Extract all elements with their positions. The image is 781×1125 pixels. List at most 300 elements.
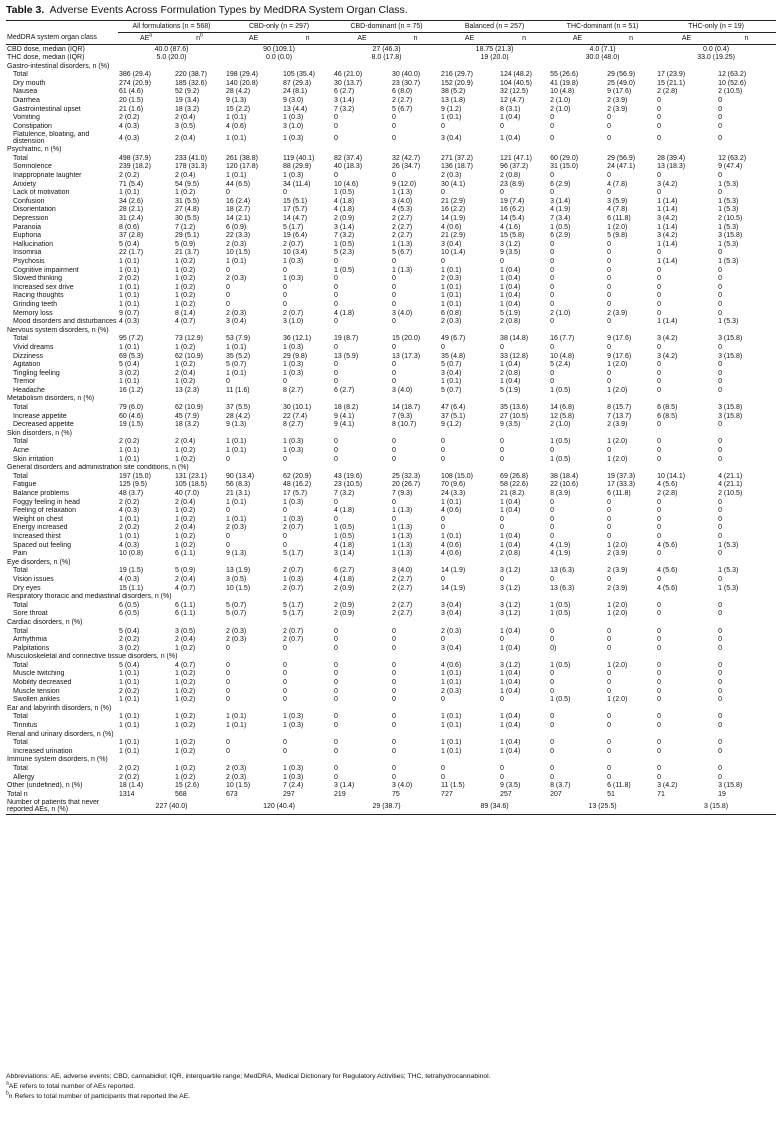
n-header: n (717, 33, 776, 45)
table-cell: 2 (0.2) (119, 765, 140, 772)
table-cell: 29 (56.9) (607, 71, 636, 79)
table-cell: 5 (0.7) (226, 361, 247, 369)
table-cell: 125 (9.5) (119, 481, 148, 489)
summary-row (6, 45, 776, 54)
table-cell: 15 (5.8) (500, 232, 525, 240)
table-cell: 0 (550, 189, 554, 197)
table-cell: 1 (0.1) (226, 438, 247, 446)
table-cell: 0 (392, 679, 396, 687)
table-cell: 1 (0.2) (175, 515, 196, 523)
table-row (6, 575, 776, 584)
table-cell: 1 (0.5) (334, 189, 355, 197)
table-cell: 3 (1.4) (334, 97, 355, 105)
table-cell: 14 (1.9) (441, 584, 466, 592)
table-cell: 11 (1.6) (226, 386, 250, 394)
table-cell: 0 (607, 507, 611, 515)
abbreviations-note: Abbreviations: AE, adverse events; CBD, cannabidiol; IQR, interquartile range; MedDRA, Medical Dictionary for Regulatory Activities; THC, tetrahydrocannabinol. (6, 1073, 491, 1080)
table-cell: 1 (0.3) (283, 498, 304, 506)
table-cell: 48 (3.7) (119, 490, 144, 497)
table-cell: 0 (334, 713, 338, 721)
row-label: Grinding teeth (13, 300, 57, 308)
row-label: Total (13, 661, 28, 669)
table-cell: 1 (2.0) (607, 610, 628, 618)
table-cell: 2 (2.7) (392, 215, 413, 222)
table-cell: 0 (392, 498, 396, 506)
table-cell: 1 (0.5) (550, 455, 571, 463)
table-cell: 3 (0.4) (226, 318, 247, 326)
table-cell: 18.75 (21.3) (475, 45, 514, 53)
table-cell: 0 (657, 636, 661, 644)
table-cell: 0 (657, 275, 661, 283)
table-cell: 0 (657, 498, 661, 506)
table-cell: 0 (334, 739, 338, 747)
table-cell: 10 (0.8) (119, 550, 144, 558)
table-cell: 0 (718, 105, 722, 113)
table-cell: 3 (15.8) (718, 412, 743, 420)
table-cell: 0 (657, 378, 661, 386)
table-cell: 0 (718, 300, 722, 308)
table-cell: 9 (3.5) (500, 421, 521, 429)
section-label: General disorders and administration site conditions, n (%) (7, 464, 189, 472)
table-cell: 0 (657, 550, 661, 558)
table-row (6, 122, 776, 131)
table-cell: 274 (20.9) (119, 79, 151, 87)
table-cell: 2 (1.0) (550, 421, 571, 429)
table-cell: 19 (8.7) (334, 335, 359, 343)
table-cell: 0 (441, 524, 445, 532)
table-cell: 38 (14.8) (500, 335, 529, 343)
table-cell: 0 (718, 601, 722, 609)
table-cell: 41 (19.8) (550, 79, 579, 87)
table-cell: 44 (6.5) (226, 180, 251, 188)
row-label: Total (13, 567, 28, 575)
table-cell: 0 (657, 105, 661, 113)
table-cell: 6 (0.8) (441, 309, 462, 317)
table-cell: 0 (226, 378, 230, 386)
table-cell: 1 (0.1) (226, 515, 247, 523)
table-cell: 0 (441, 636, 445, 644)
table-cell: 21 (1.6) (119, 105, 144, 113)
table-cell: 29 (9.8) (283, 352, 308, 360)
table-cell: 0 (550, 773, 554, 781)
table-cell: 5 (0.9) (175, 567, 196, 575)
table-row (6, 644, 776, 653)
table-cell: 2 (10.5) (718, 215, 743, 222)
table-cell: 2 (3.9) (607, 105, 628, 113)
table-cell: 0 (718, 421, 722, 429)
table-cell: 2 (0.2) (119, 438, 140, 446)
table-cell: 0 (334, 114, 338, 122)
table-cell: 5 (0.7) (226, 610, 247, 618)
table-cell: 2 (0.4) (175, 369, 196, 377)
table-cell: 2 (0.2) (119, 114, 140, 122)
table-cell: 0 (718, 172, 722, 180)
table-cell: 1 (0.4) (500, 747, 521, 755)
table-row (6, 472, 776, 481)
summary-row (6, 782, 776, 791)
table-cell: 2 (0.3) (226, 636, 247, 644)
table-cell: 13 (25.5) (549, 799, 656, 814)
table-cell: 5 (6.7) (392, 249, 413, 257)
table-cell: 60 (29.0) (550, 154, 579, 162)
table-row (6, 189, 776, 198)
table-cell: 1 (2.0) (607, 696, 628, 704)
table-cell: 1 (0.2) (175, 713, 196, 721)
table-cell: 18 (8.2) (334, 404, 359, 412)
table-row (6, 515, 776, 524)
table-cell: 2 (0.7) (283, 524, 304, 532)
table-cell: 2 (0.8) (500, 318, 521, 326)
table-cell: 1 (1.4) (657, 223, 678, 231)
row-label: Feeling of relaxation (13, 507, 77, 515)
table-cell: 1 (5.3) (718, 541, 739, 549)
table-cell: 1 (0.2) (175, 644, 196, 652)
table-cell: 9 (3.0) (283, 97, 304, 105)
table-cell: 5 (1.7) (283, 550, 304, 558)
table-row (6, 696, 776, 705)
row-label: Number of patients that never reported AEs, n (%) (6, 799, 118, 814)
table-row (6, 335, 776, 344)
table-cell: 3 (0.2) (119, 369, 140, 377)
table-cell: 6 (2.9) (550, 180, 571, 188)
table-cell: 8 (3.9) (550, 490, 571, 497)
table-cell: 0 (607, 670, 611, 678)
table-cell: 6 (0.5) (119, 610, 140, 618)
table-cell: 1 (2.0) (607, 438, 628, 446)
table-cell: 0 (550, 713, 554, 721)
table-cell: 2 (3.9) (607, 309, 628, 317)
table-cell: 51 (607, 790, 615, 798)
table-row (6, 343, 776, 352)
table-cell: 1 (0.5) (550, 386, 571, 394)
section-header-row (6, 395, 776, 404)
table-cell: 0 (657, 421, 661, 429)
table-cell: 0 (550, 507, 554, 515)
table-cell: 3 (4.2) (657, 215, 678, 222)
table-cell: 1 (0.2) (175, 541, 196, 549)
table-row (6, 687, 776, 696)
table-cell: 0 (441, 122, 445, 130)
table-cell: 1 (0.4) (500, 134, 521, 142)
table-cell: 2 (3.9) (607, 421, 628, 429)
table-cell: 0 (657, 722, 661, 730)
table-cell: 1 (0.1) (226, 722, 247, 730)
adverse-events-table (6, 20, 776, 815)
table-cell: 15 (20.0) (392, 335, 421, 343)
table-cell: 1 (0.1) (119, 455, 140, 463)
table-cell: 2 (0.4) (175, 636, 196, 644)
table-cell: 1 (0.1) (226, 369, 247, 377)
table-cell: 1 (0.2) (175, 447, 196, 455)
table-cell: 0 (392, 122, 396, 130)
table-cell: 0 (718, 122, 722, 130)
row-label: Constipation (13, 122, 52, 130)
table-cell: 1 (0.5) (334, 240, 355, 248)
table-cell: 0 (718, 627, 722, 635)
table-cell: 5 (0.4) (119, 240, 140, 248)
table-cell: 22 (1.7) (119, 249, 144, 257)
table-cell: 1 (1.3) (392, 532, 413, 540)
table-cell: 0 (226, 687, 230, 695)
row-label: Total (13, 713, 28, 721)
row-label: Swollen ankles (13, 696, 60, 704)
table-row (6, 114, 776, 123)
row-label: Vivid dreams (13, 343, 54, 351)
table-cell: 1 (2.0) (607, 361, 628, 369)
table-cell: 1 (1.4) (657, 318, 678, 326)
table-cell: 1 (1.3) (392, 507, 413, 515)
table-cell: 0 (334, 361, 338, 369)
table-cell: 23 (30.7) (392, 79, 421, 87)
table-cell: 0 (607, 498, 611, 506)
table-cell: 108 (15.0) (441, 472, 473, 480)
section-label: Nervous system disorders, n (%) (7, 326, 109, 334)
table-row (6, 105, 776, 114)
table-cell: 0 (392, 455, 396, 463)
table-row (6, 627, 776, 636)
table-cell: 79 (6.0) (119, 404, 144, 412)
table-cell: 3 (1.2) (500, 240, 521, 248)
table-cell: 9 (47.4) (718, 163, 743, 171)
table-cell: 0 (283, 300, 287, 308)
table-cell: 48 (16.2) (283, 481, 312, 489)
table-cell: 0 (718, 765, 722, 772)
table-cell: 1 (0.1) (441, 747, 462, 755)
table-cell: 2 (0.8) (500, 550, 521, 558)
table-cell: 0 (718, 524, 722, 532)
section-header-row (6, 464, 776, 473)
table-cell: 0 (283, 266, 287, 274)
row-label: CBD dose, median (IQR) (7, 45, 85, 53)
table-cell: 1 (0.1) (119, 292, 140, 300)
table-cell: 31 (2.4) (119, 215, 144, 222)
table-cell: 4 (21.1) (718, 481, 743, 489)
table-cell: 1 (0.3) (283, 575, 304, 583)
table-cell: 19 (20.0) (480, 54, 509, 62)
table-cell: 2 (0.3) (441, 687, 462, 695)
table-cell: 88 (29.9) (283, 163, 312, 171)
row-label: Arrhythmia (13, 636, 47, 644)
table-cell: 0 (392, 378, 396, 386)
table-cell: 0 (550, 378, 554, 386)
table-cell: 0 (334, 283, 338, 291)
table-cell: 0 (550, 636, 554, 644)
table-cell: 1 (0.3) (283, 172, 304, 180)
table-cell: 197 (15.0) (119, 472, 151, 480)
table-cell: 23 (10.5) (334, 481, 363, 489)
table-cell: 2 (0.3) (441, 172, 462, 180)
table-cell: 1 (0.1) (119, 343, 140, 351)
table-cell: 4 (5.6) (657, 481, 678, 489)
table-cell: 4 (1.8) (334, 309, 355, 317)
table-cell: 0 (718, 550, 722, 558)
table-cell: 17 (23.9) (657, 71, 686, 79)
footnote-a: $^a$AE refers to total number of AEs reported. (6, 1080, 135, 1090)
table-cell: 4 (5.6) (657, 541, 678, 549)
section-label: Gastro-intestinal disorders, n (%) (7, 62, 110, 70)
table-cell: 1 (0.2) (175, 670, 196, 678)
table-cell: 1 (0.1) (119, 257, 140, 265)
table-cell: 5 (1.7) (283, 601, 304, 609)
row-label: Anxiety (13, 180, 36, 188)
table-cell: 0.0 (0.0) (265, 54, 293, 62)
table-cell: 0 (392, 114, 396, 122)
table-cell: 1 (0.1) (119, 189, 140, 197)
table-row (6, 532, 776, 541)
table-cell: 7 (9.3) (392, 412, 413, 420)
table-cell: 0 (550, 343, 554, 351)
table-cell: 0 (550, 447, 554, 455)
table-cell: 4 (1.6) (500, 223, 521, 231)
table-cell: 10 (1.5) (226, 584, 251, 592)
row-label: Other (undefined), n (%) (7, 782, 83, 790)
table-cell: 0 (657, 438, 661, 446)
table-cell: 2 (0.7) (283, 627, 304, 635)
group-header: Balanced (n = 257) (440, 21, 549, 33)
table-row (6, 567, 776, 576)
table-cell: 140 (20.8) (226, 79, 258, 87)
row-label: Palpitations (13, 644, 50, 652)
table-cell: 0 (657, 524, 661, 532)
table-cell: 0 (334, 773, 338, 781)
table-cell: 4 (1.8) (334, 575, 355, 583)
table-cell: 5 (0.4) (119, 361, 140, 369)
table-cell: 0 (392, 447, 396, 455)
table-cell: 1 (5.3) (718, 180, 739, 188)
table-cell: 233 (41.0) (175, 154, 207, 162)
table-cell: 4 (1.9) (550, 541, 571, 549)
row-label: Mobility decreased (13, 679, 72, 687)
table-cell: 0 (334, 661, 338, 669)
table-cell: 62 (20.9) (283, 472, 312, 480)
table-cell: 2 (0.3) (441, 627, 462, 635)
table-cell: 0 (718, 532, 722, 540)
table-cell: 1 (0.1) (226, 343, 247, 351)
table-cell: 4 (0.3) (119, 575, 140, 583)
table-cell: 2 (3.9) (607, 550, 628, 558)
group-header: THC-dominant (n = 51) (549, 21, 656, 33)
table-cell: 1 (0.2) (175, 283, 196, 291)
table-cell: 0 (657, 532, 661, 540)
table-cell: 13 (5.9) (334, 352, 359, 360)
table-cell: 1314 (119, 790, 135, 798)
row-label: Dizziness (13, 352, 43, 360)
table-cell: 1 (1.3) (392, 524, 413, 532)
table-cell: 0 (718, 438, 722, 446)
group-header: THC-only (n = 19) (656, 21, 776, 33)
table-cell: 219 (334, 790, 346, 798)
table-cell: 7 (3.2) (334, 490, 355, 497)
table-cell: 2 (0.2) (119, 524, 140, 532)
table-cell: 1 (0.1) (226, 172, 247, 180)
table-cell: 18 (2.7) (226, 206, 251, 214)
table-cell: 1 (0.3) (283, 713, 304, 721)
table-cell: 261 (38.8) (226, 154, 258, 162)
table-cell: 0 (334, 318, 338, 326)
table-cell: 0 (392, 275, 396, 283)
table-cell: 5 (0.9) (175, 240, 196, 248)
table-cell: 2 (0.3) (226, 627, 247, 635)
section-label: Skin disorders, n (%) (7, 429, 72, 437)
table-cell: 0 (657, 575, 661, 583)
table-cell: 0 (550, 114, 554, 122)
table-cell: 5 (1.9) (500, 386, 521, 394)
table-cell: 3 (4.2) (657, 335, 678, 343)
table-cell: 0 (550, 134, 554, 142)
table-cell: 0 (718, 343, 722, 351)
table-row (6, 361, 776, 370)
table-cell: 1 (0.2) (175, 455, 196, 463)
table-cell: 62 (10.9) (175, 352, 204, 360)
table-cell: 12 (63.2) (718, 71, 747, 79)
table-cell: 1 (0.5) (550, 223, 571, 231)
table-cell: 19 (718, 790, 726, 798)
table-cell: 216 (29.7) (441, 71, 473, 79)
table-cell: 105 (18.5) (175, 481, 207, 489)
table-cell: 0 (718, 378, 722, 386)
table-cell: 0 (657, 369, 661, 377)
table-cell: 0 (226, 747, 230, 755)
table-cell: 2 (2.7) (392, 97, 413, 105)
table-cell: 4 (1.8) (334, 206, 355, 214)
table-cell: 0 (392, 369, 396, 377)
table-cell: 0 (283, 644, 287, 652)
table-cell: 0 (607, 318, 611, 326)
table-cell: 0 (283, 455, 287, 463)
table-cell: 22 (3.3) (226, 232, 251, 240)
table-cell: 0 (550, 515, 554, 523)
table-cell: 9 (4.1) (334, 412, 355, 420)
table-cell: 0 (226, 189, 230, 197)
table-cell: 33 (12.8) (500, 352, 529, 360)
table-cell: 2 (0.3) (226, 524, 247, 532)
table-cell: 0 (607, 447, 611, 455)
table-cell: 0 (718, 369, 722, 377)
table-cell: 23 (8.9) (500, 180, 525, 188)
table-cell: 0 (607, 300, 611, 308)
table-cell: 10 (1.5) (226, 249, 251, 257)
table-cell: 3 (0.5) (175, 122, 196, 130)
table-cell: 1 (0.4) (500, 670, 521, 678)
table-cell: 1 (0.4) (500, 378, 521, 386)
table-cell: 0 (550, 369, 554, 377)
table-cell: 1 (2.0) (607, 223, 628, 231)
table-cell: 21 (3.7) (175, 249, 200, 257)
table-cell: 26 (34.7) (392, 163, 421, 171)
table-cell: 2 (3.9) (607, 567, 628, 575)
table-cell: 1 (2.0) (607, 661, 628, 669)
section-label: Cardiac disorders, n (%) (7, 618, 83, 626)
table-cell: 0 (334, 447, 338, 455)
table-row (6, 197, 776, 206)
table-cell: 152 (20.9) (441, 79, 473, 87)
table-cell: 0 (657, 292, 661, 300)
table-cell: 14 (1.9) (441, 215, 466, 222)
table-cell: 1 (0.2) (175, 765, 196, 772)
table-cell: 4 (21.1) (718, 472, 743, 480)
table-row (6, 679, 776, 688)
table-row (6, 309, 776, 318)
table-row (6, 163, 776, 172)
table-cell: 1 (1.3) (392, 266, 413, 274)
table-cell: 0 (607, 722, 611, 730)
table-row (6, 438, 776, 447)
table-row (6, 249, 776, 258)
table-cell: 1 (1.4) (657, 257, 678, 265)
table-cell: 1 (0.2) (175, 507, 196, 515)
table-cell: 4 (0.3) (119, 507, 140, 515)
table-cell: 5 (9.8) (607, 232, 628, 240)
